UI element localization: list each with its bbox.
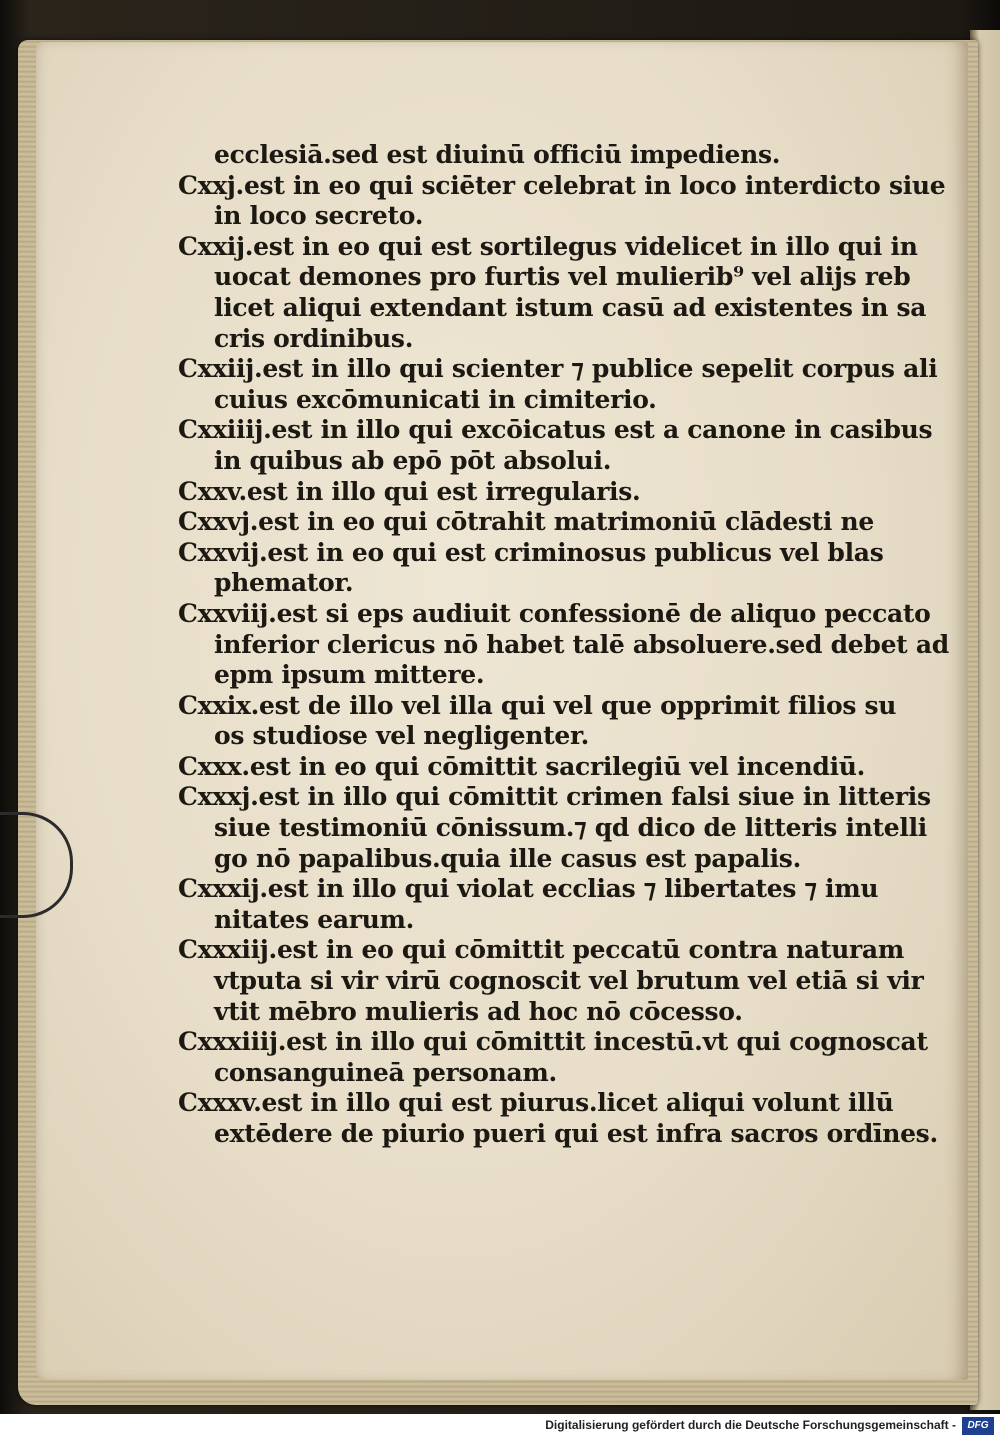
- text-line: os studiose vel negligenter.: [214, 721, 589, 751]
- text-line: vtit mēbro mulieris ad hoc nō cōcesso.: [214, 996, 743, 1026]
- footer-bar: [0, 1414, 1000, 1439]
- text-line: Cxxix.est de illo vel illa qui vel que opprimit filios su: [178, 690, 897, 720]
- text-line: Cxxx.est in eo qui cōmittit sacrilegiū vel incendiū.: [178, 751, 866, 781]
- text-line: Cxxvj.est in eo qui cōtrahit matrimoniū clādesti ne: [178, 507, 874, 537]
- text-line: Cxxxiij.est in eo qui cōmittit peccatū contra naturam: [178, 935, 904, 965]
- text-line: in loco secreto.: [214, 201, 424, 231]
- text-line: in quibus ab epō pōt absolui.: [214, 445, 612, 475]
- text-line: Cxxxj.est in illo qui cōmittit crimen falsi siue in litteris: [178, 782, 931, 812]
- text-line: Cxxj.est in eo qui sciēter celebrat in loco interdicto siue: [178, 170, 946, 200]
- text-line: extēdere de piurio pueri qui est infra sacros ordīnes.: [214, 1119, 938, 1148]
- text-line: Cxxiiij.est in illo qui excōicatus est a canone in casibus: [178, 415, 933, 445]
- page-text-block: [178, 140, 949, 1150]
- text-line: uocat demones pro furtis vel mulierib⁹ vel alijs reb: [214, 262, 911, 292]
- text-line: cuius excōmunicati in cimiterio.: [214, 384, 657, 414]
- text-line: inferior clericus nō habet talē absoluere.sed debet ad: [214, 629, 949, 659]
- footer-credit: Digitalisierung gefördert durch die Deutsche Forschungsgemeinschaft -: [545, 1418, 956, 1432]
- text-line: vtputa si vir virū cognoscit vel brutum vel etiā si vir: [214, 966, 924, 996]
- text-line: ecclesiā.sed est diuinū officiū impediens.: [214, 140, 781, 169]
- text-line: epm ipsum mittere.: [214, 660, 485, 690]
- text-line: phemator.: [214, 568, 354, 598]
- text-line: cris ordinibus.: [214, 323, 414, 353]
- dfg-logo-icon: DFG: [962, 1417, 994, 1435]
- text-line: siue testimoniū cōnissum.⁊ qd dico de litteris intelli: [214, 813, 927, 843]
- text-line: Cxxij.est in eo qui est sortilegus videlicet in illo qui in: [178, 231, 918, 261]
- text-line: Cxxxiiij.est in illo qui cōmittit incestū.vt qui cognoscat: [178, 1027, 928, 1057]
- text-line: Cxxviij.est si eps audiuit confessionē de aliquo peccato: [178, 598, 931, 628]
- text-line: Cxxv.est in illo qui est irregularis.: [178, 476, 641, 506]
- text-line: Cxxxij.est in illo qui violat ecclias ⁊ libertates ⁊ imu: [178, 874, 879, 904]
- text-line: Cxxiij.est in illo qui scienter ⁊ publice sepelit corpus ali: [178, 354, 938, 384]
- text-line: Cxxvij.est in eo qui est criminosus publicus vel blas: [178, 537, 884, 567]
- text-line: Cxxxv.est in illo qui est piurus.licet aliqui volunt illū: [178, 1088, 894, 1118]
- text-line: nitates earum.: [214, 904, 415, 934]
- text-line: consanguineā personam.: [214, 1057, 557, 1087]
- text-line: licet aliqui extendant istum casū ad existentes in sa: [214, 292, 927, 322]
- text-line: go nō papalibus.quia ille casus est papalis.: [214, 843, 801, 873]
